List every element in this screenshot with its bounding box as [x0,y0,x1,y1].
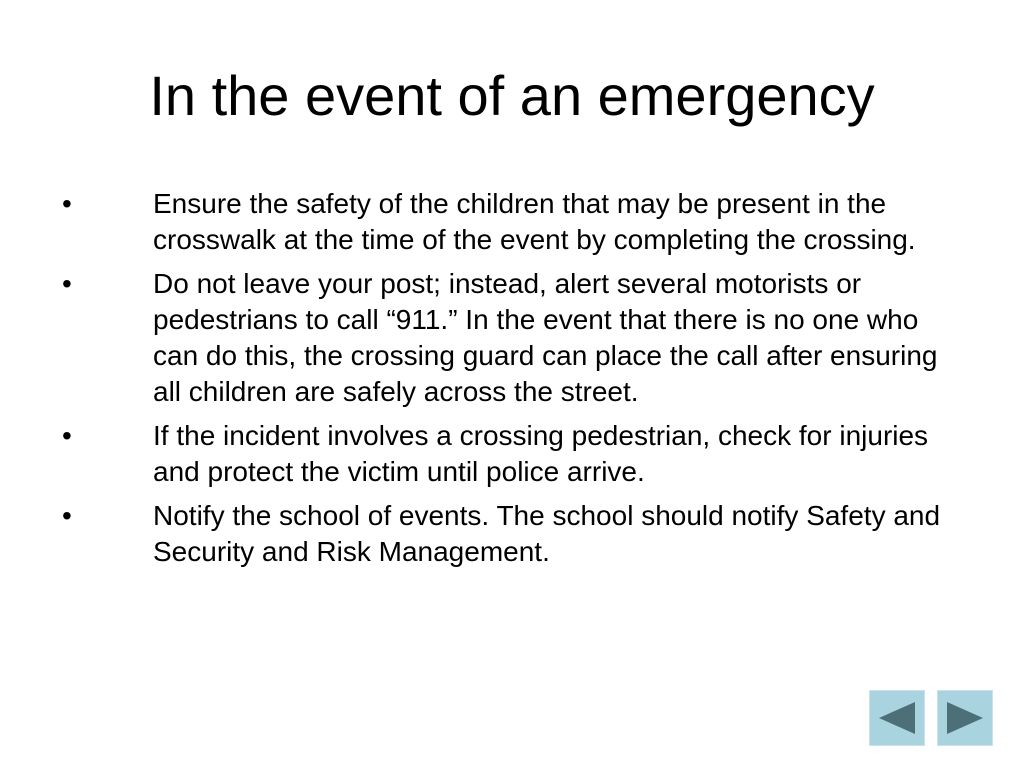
bullet-item-2 [60,266,970,410]
next-slide-button[interactable] [937,690,993,746]
triangle-right-icon [943,698,987,738]
bullet-symbol: • [62,420,72,451]
bullet-list [60,186,970,578]
bullet-symbol: • [62,500,72,531]
bullet-item-3 [60,418,970,490]
bullet-text: Do not leave your post; instead, alert several motorists or pedestrians to call “911.” In the event that there is no one who can do this, the crossing guard can place the call after ensuring all children are safely across the street. [153,268,938,407]
bullet-text: Notify the school of events. The school should notify Safety and Security and Risk Management. [153,500,941,567]
slide-title: In the event of an emergency [149,64,875,127]
triangle-left-icon [875,698,919,738]
bullet-text: Ensure the safety of the children that may be present in the crosswalk at the time of the event by completing the crossing. [153,188,916,255]
bullet-item-4 [60,498,970,570]
bullet-text: If the incident involves a crossing pedestrian, check for injuries and protect the victim until police arrive. [153,420,929,487]
bullet-symbol: • [62,268,72,299]
bullet-item-1 [60,186,970,258]
bullet-symbol: • [62,188,72,219]
previous-slide-button[interactable] [869,690,925,746]
slide-navigation [869,690,993,746]
